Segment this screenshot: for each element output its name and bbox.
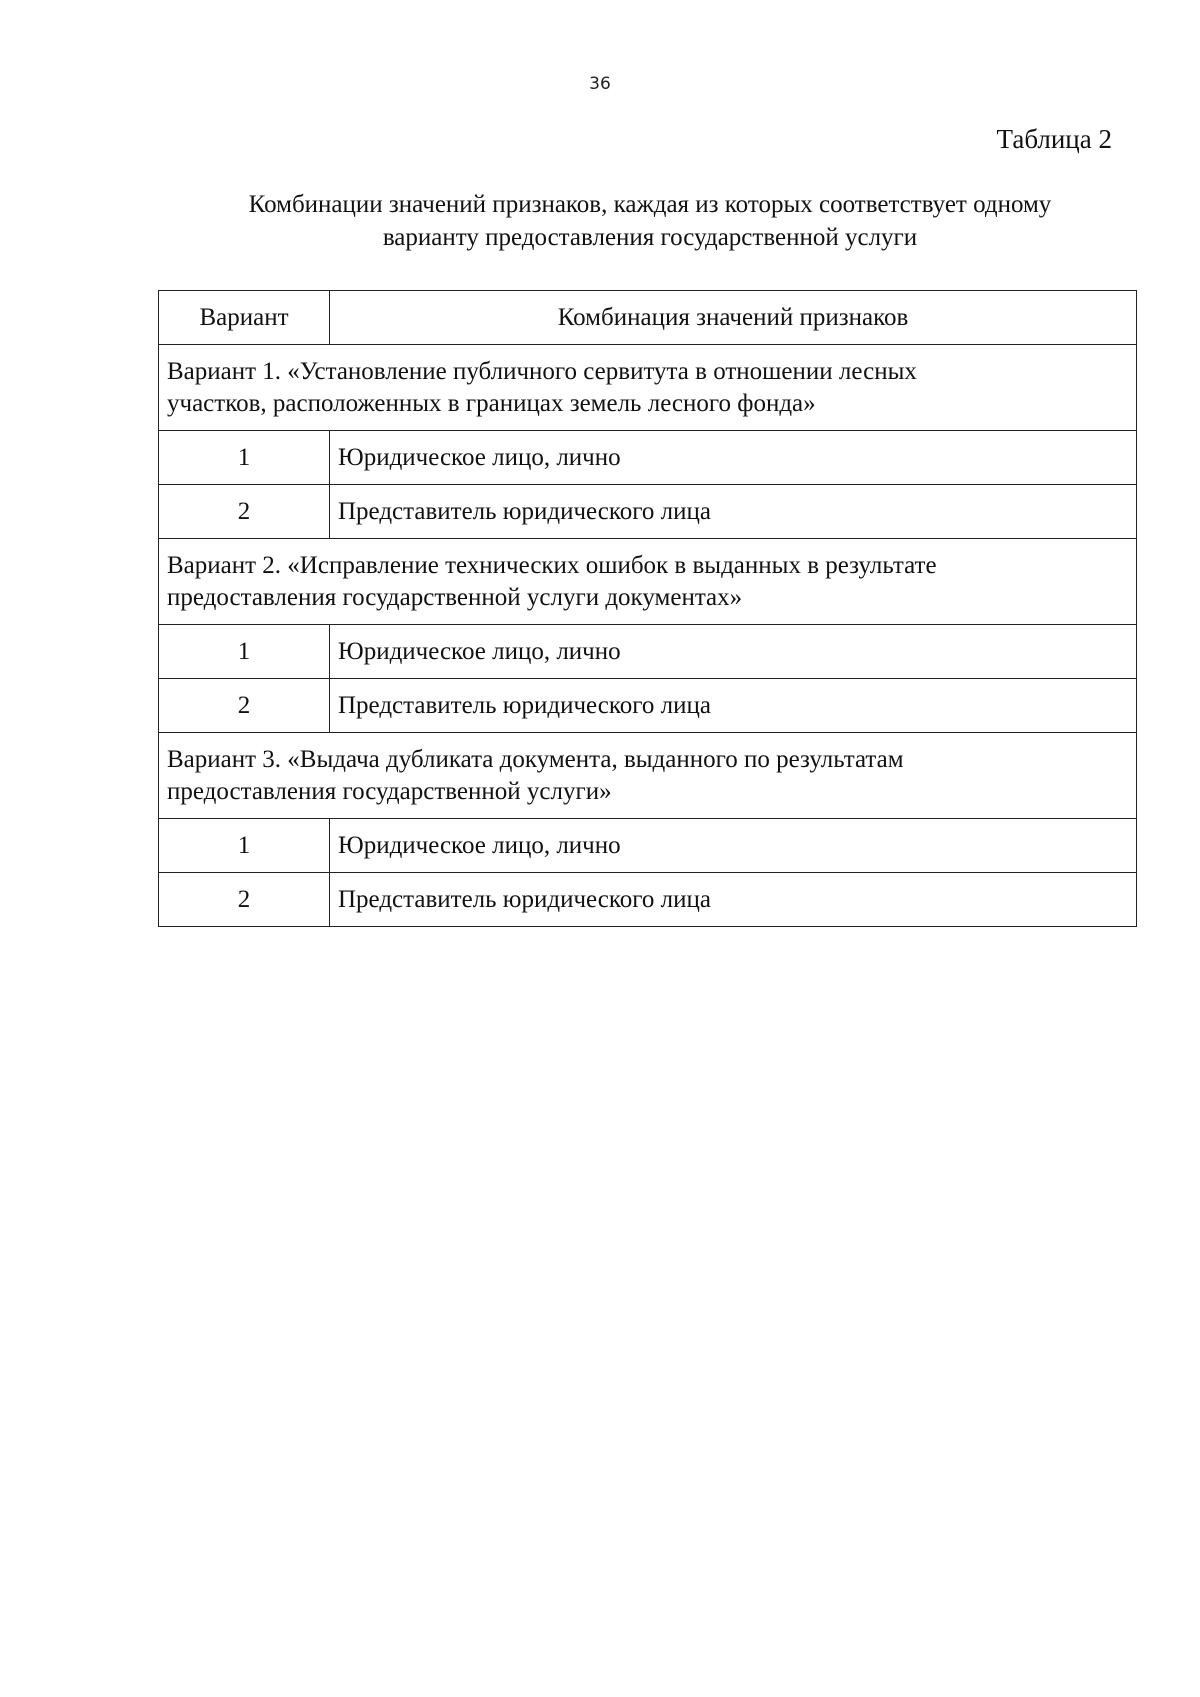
table-header-row bbox=[159, 291, 1137, 345]
header-variant: Вариант bbox=[159, 291, 330, 345]
table-row bbox=[159, 679, 1137, 733]
header-combination: Комбинация значений признаков bbox=[330, 291, 1137, 345]
row-number: 1 bbox=[159, 819, 330, 873]
variant-title-line: предоставления государственной услуги документах» bbox=[167, 583, 743, 611]
row-number: 2 bbox=[159, 873, 330, 927]
caption-line: варианту предоставления государственной услуги bbox=[382, 224, 918, 251]
variants-table bbox=[158, 290, 1137, 927]
variant-group-row bbox=[159, 539, 1137, 625]
row-text: Юридическое лицо, лично bbox=[330, 625, 1137, 679]
row-number: 1 bbox=[159, 625, 330, 679]
variant-group-row bbox=[159, 733, 1137, 819]
table-caption bbox=[150, 188, 1150, 254]
table-label: Таблица 2 bbox=[996, 124, 1112, 154]
variant-title bbox=[159, 539, 1137, 625]
table-row bbox=[159, 625, 1137, 679]
row-text: Юридическое лицо, лично bbox=[330, 819, 1137, 873]
caption-line: Комбинации значений признаков, каждая из которых соответствует одному bbox=[248, 191, 1052, 218]
variant-title bbox=[159, 733, 1137, 819]
row-text: Представитель юридического лица bbox=[330, 485, 1137, 539]
variant-title-line: Вариант 3. «Выдача дубликата документа, выданного по результатам bbox=[167, 745, 904, 773]
row-number: 2 bbox=[159, 679, 330, 733]
table-row bbox=[159, 819, 1137, 873]
page-number: 36 bbox=[589, 74, 611, 94]
row-text: Юридическое лицо, лично bbox=[330, 431, 1137, 485]
table-row bbox=[159, 873, 1137, 927]
variant-title-line: Вариант 1. «Установление публичного сервитута в отношении лесных bbox=[167, 357, 917, 385]
row-number: 1 bbox=[159, 431, 330, 485]
table-row bbox=[159, 431, 1137, 485]
row-text: Представитель юридического лица bbox=[330, 679, 1137, 733]
variant-group-row bbox=[159, 345, 1137, 431]
table-row bbox=[159, 485, 1137, 539]
row-text: Представитель юридического лица bbox=[330, 873, 1137, 927]
variant-title bbox=[159, 345, 1137, 431]
row-number: 2 bbox=[159, 485, 330, 539]
variant-title-line: предоставления государственной услуги» bbox=[167, 777, 612, 805]
variant-title-line: участков, расположенных в границах земель лесного фонда» bbox=[167, 389, 816, 417]
variant-title-line: Вариант 2. «Исправление технических ошибок в выданных в результате bbox=[167, 551, 937, 579]
